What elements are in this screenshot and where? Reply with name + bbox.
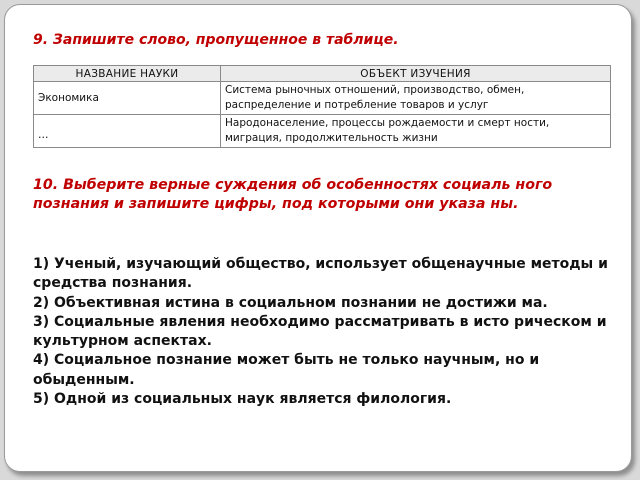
header-science-name: НАЗВАНИЕ НАУКИ	[34, 66, 221, 82]
object-of-study-cell: Система рыночных отношений, производство, обмен, распределение и потребление товаров и услуг	[221, 82, 611, 115]
statement-item: 3) Социальные явления необходимо рассматривать в исто рическом и культурном аспектах.	[33, 313, 607, 350]
task-10-title: 10. Выберите верные суждения об особенностях социаль ного познания и запишите цифры, под которыми они указа ны.	[33, 177, 553, 212]
task-9-title: 9. Запишите слово, пропущенное в таблице.	[33, 32, 399, 48]
sciences-table	[33, 65, 611, 148]
missing-science-cell: …	[34, 115, 221, 148]
task-10-statements	[33, 255, 618, 409]
statement-item: 2) Объективная истина в социальном познании не достижи ма.	[33, 294, 548, 311]
table-header-row	[34, 66, 611, 82]
statement-item: 4) Социальное познание может быть не только научным, но и обыденным.	[33, 352, 540, 388]
table-row	[34, 82, 611, 115]
science-name-cell: Экономика	[34, 82, 221, 115]
statement-item: 5) Одной из социальных наук является филология.	[33, 391, 452, 408]
table-row	[34, 115, 611, 148]
header-object-of-study: ОБЪЕКТ ИЗУЧЕНИЯ	[221, 66, 611, 82]
statement-item: 1) Ученый, изучающий общество, использует общенаучные методы и средства познания.	[33, 256, 608, 292]
object-of-study-cell: Народонаселение, процессы рождаемости и смерт ности, миграция, продолжительность жизни	[221, 115, 611, 148]
slide	[4, 4, 632, 472]
